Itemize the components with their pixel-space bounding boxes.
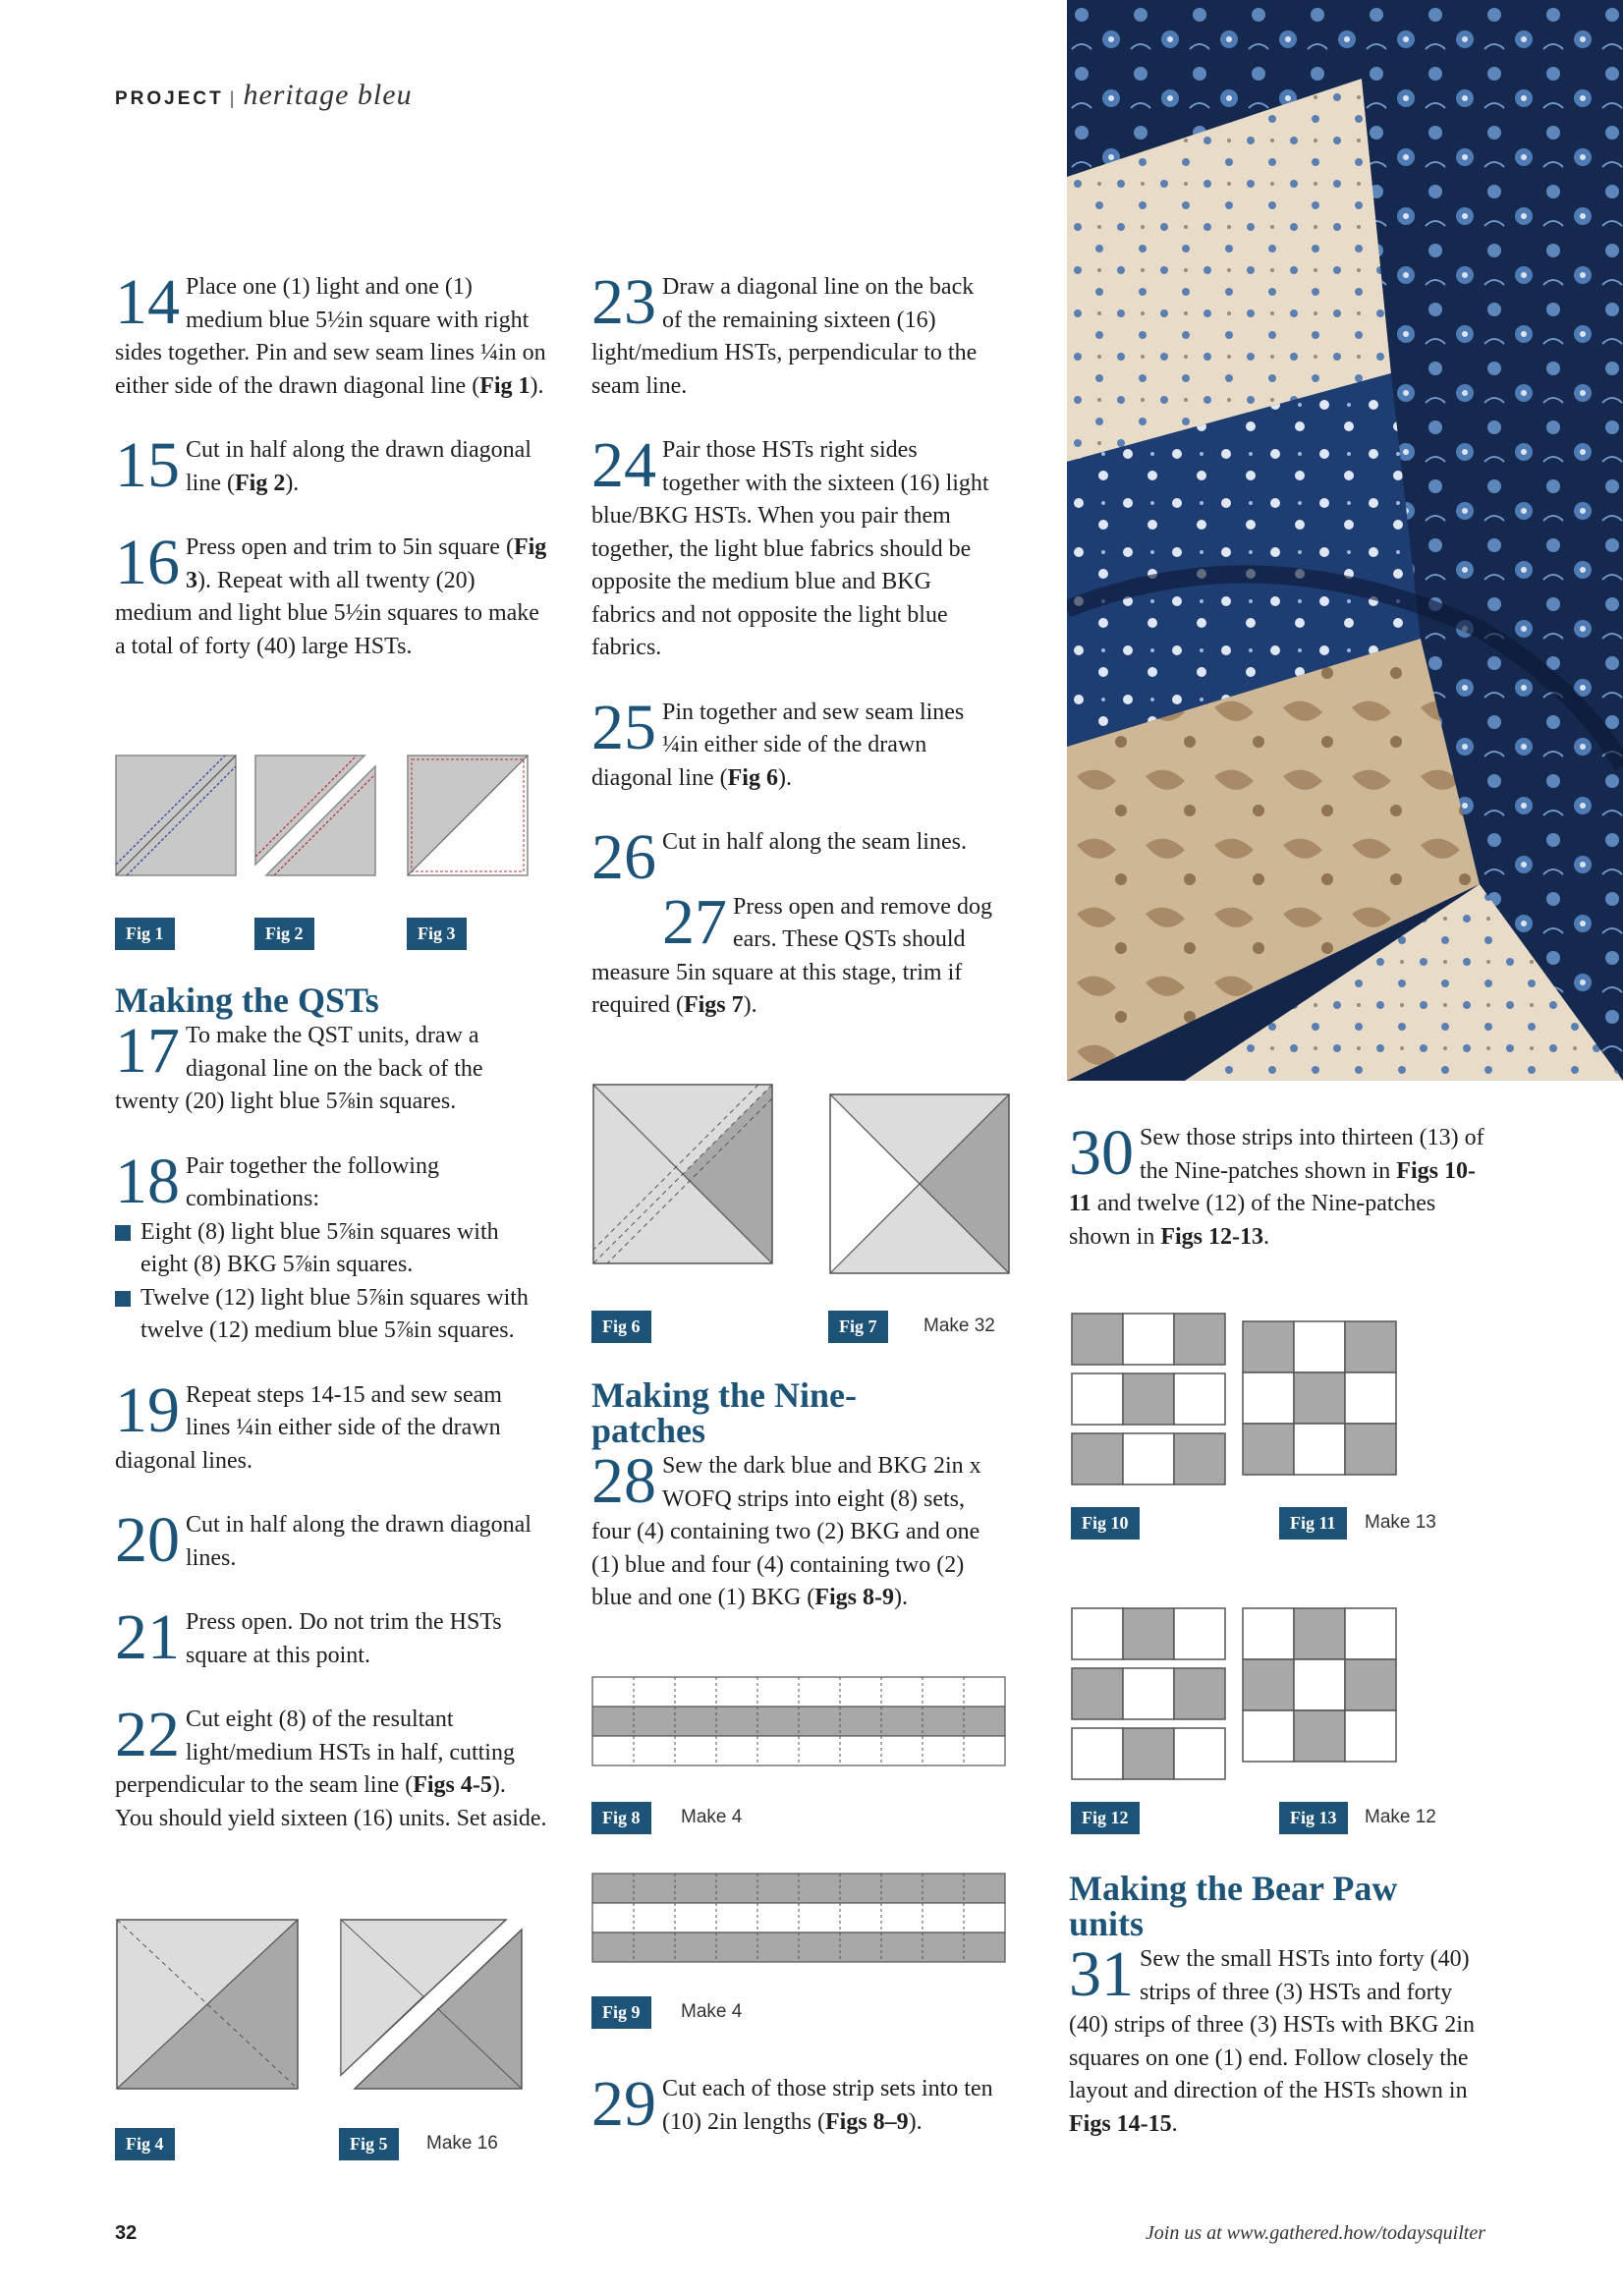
fig-ref: Figs 14-15 — [1069, 2110, 1172, 2137]
fig-ref: Figs 10-11 — [1069, 1157, 1476, 1216]
step-number: 22 — [115, 1699, 180, 1770]
make-12-count: Make 12 — [1365, 1807, 1436, 1827]
fig-12-label: Fig 12 — [1071, 1802, 1140, 1834]
column-3 — [1069, 1117, 1491, 1285]
step-text: Pin together and sew seam lines ¼in either side of the drawn diagonal line ( — [591, 699, 965, 791]
step-26 — [591, 821, 994, 893]
column-3-lower — [1069, 1871, 1491, 2172]
fig-3-diagram — [407, 755, 529, 876]
step-text: Sew those strips into thirteen (13) of the Nine-patches shown in — [1140, 1125, 1484, 1184]
step-text-end: ). — [530, 372, 544, 399]
step-20 — [115, 1504, 547, 1576]
column-1-lower — [115, 982, 547, 1867]
step-text-end: . — [1171, 2110, 1178, 2137]
step-22 — [115, 1699, 547, 1835]
fig-11-diagram — [1242, 1320, 1397, 1476]
bullet-item: Twelve (12) light blue 5⅞in squares with twelve (12) medium blue 5⅞in squares. — [115, 1282, 547, 1348]
step-text: Cut eight (8) of the resultant light/medium HSTs in half, cutting perpendicular to the seam line ( — [115, 1707, 515, 1798]
step-text-end: ). — [777, 764, 792, 791]
fig-ref: Figs 7 — [683, 992, 744, 1018]
step-text-end: ). — [743, 992, 757, 1018]
step-number: 20 — [115, 1504, 180, 1576]
fig-6-diagram — [591, 1083, 774, 1265]
fig-13-label: Fig 13 — [1279, 1802, 1348, 1834]
section-heading-qsts: Making the QSTs — [115, 980, 379, 1020]
fig-ref: Figs 12-13 — [1160, 1223, 1264, 1250]
step-text: Press open and trim to 5in square ( — [186, 534, 514, 560]
make-13-count: Make 13 — [1365, 1512, 1436, 1533]
fig-ref: Fig 2 — [234, 470, 286, 496]
fig-13-diagram — [1242, 1607, 1397, 1763]
step-text: Draw a diagonal line on the back of the remaining sixteen (16) light/medium HSTs, perpendicular to the seam line. — [591, 274, 978, 399]
fig-ref: Figs 8-9 — [814, 1585, 894, 1610]
fig-2-diagram — [254, 755, 376, 876]
step-23 — [591, 266, 994, 403]
step-31 — [1069, 1938, 1491, 2141]
step-text-end: . — [1263, 1223, 1270, 1250]
step-text: Repeat steps 14-15 and sew seam lines ¼in either side of the drawn diagonal lines. — [115, 1381, 502, 1474]
fig-12-diagram — [1071, 1607, 1226, 1780]
step-text: Press open and remove dog ears. These QSTs should measure 5in square at this stage, trim if required ( — [591, 893, 992, 1018]
fig-2-label: Fig 2 — [254, 918, 314, 950]
section-heading-bear-paw: Making the Bear Paw units — [1069, 1869, 1398, 1943]
step-17 — [115, 1015, 547, 1119]
page-number: 32 — [115, 2222, 138, 2244]
step-text: Cut in half along the drawn diagonal line ( — [186, 437, 532, 496]
fig-8-label: Fig 8 — [591, 1802, 651, 1834]
step-number: 30 — [1069, 1117, 1134, 1189]
fig-5-diagram — [339, 1918, 532, 2091]
step-text-end: ). — [285, 470, 300, 496]
fig-6-label: Fig 6 — [591, 1311, 651, 1343]
fig-4-diagram — [115, 1918, 300, 2091]
step-number: 26 — [591, 821, 656, 893]
section-label: PROJECT — [115, 88, 224, 109]
step-text: Cut each of those strip sets into ten (10) 2in lengths ( — [662, 2076, 993, 2135]
fig-10-label: Fig 10 — [1071, 1507, 1140, 1540]
step-14 — [115, 266, 547, 403]
step-15 — [115, 429, 547, 501]
step-21 — [115, 1601, 547, 1673]
column-2 — [591, 266, 994, 1054]
step-number: 23 — [591, 266, 656, 338]
step-number: 31 — [1069, 1938, 1134, 2010]
step-30 — [1069, 1117, 1491, 1254]
column-2-bottom — [591, 2068, 994, 2170]
fig-ref: Fig 3 — [186, 534, 547, 593]
fig-3-label: Fig 3 — [407, 918, 467, 950]
column-1 — [115, 266, 547, 695]
step-text: Place one (1) light and one (1) medium blue 5½in square with right sides together. Pin and sew seam lines ¼in on either side of the drawn diagonal line ( — [115, 274, 546, 399]
step-text: Sew the small HSTs into forty (40) strips of three (3) HSTs and forty (40) strips of three (3) HSTs with BKG 2in squares on one (1) end. Follow closely the layout and direction of the HSTs shown in — [1069, 1946, 1475, 2103]
step-number: 27 — [662, 885, 727, 958]
page-header — [115, 79, 413, 112]
step-19 — [115, 1373, 547, 1479]
fig-4-label: Fig 4 — [115, 2128, 175, 2160]
step-number: 15 — [115, 429, 180, 501]
step-text-end: ). — [908, 2108, 923, 2135]
fig-1-label: Fig 1 — [115, 918, 175, 950]
fig-9-label: Fig 9 — [591, 1996, 651, 2029]
step-text: Pair those HSTs right sides together with the sixteen (16) light blue/BKG HSTs. When you pair them together, the light blue fabrics should be opposite the medium blue and BKG fabrics and not opposite the light blue fabrics. — [591, 437, 989, 660]
step-number: 24 — [591, 429, 656, 501]
section-heading-nine-patches: Making the Nine-patches — [591, 1375, 857, 1450]
step-text: Press open. Do not trim the HSTs square at this point. — [186, 1609, 502, 1668]
step-number: 29 — [591, 2068, 656, 2140]
make-32-count: Make 32 — [923, 1316, 995, 1336]
step-number: 16 — [115, 527, 180, 598]
fig-ref: Fig 1 — [479, 372, 531, 399]
step-16 — [115, 527, 547, 663]
step-18 — [115, 1145, 547, 1348]
fig-7-diagram — [828, 1092, 1011, 1275]
step-number: 14 — [115, 266, 180, 338]
project-title: heritage bleu — [243, 79, 413, 111]
step-text: To make the QST units, draw a diagonal line on the back of the twenty (20) light blue 5⅞in squares. — [115, 1023, 483, 1114]
step-28 — [591, 1445, 994, 1615]
fig-5-label: Fig 5 — [339, 2128, 399, 2160]
fig-11-label: Fig 11 — [1279, 1507, 1347, 1540]
fig-9-diagram — [591, 1873, 1006, 1965]
step-number: 17 — [115, 1015, 180, 1087]
step-number: 25 — [591, 691, 656, 763]
step-text-end: ). You should yield sixteen (16) units. Set aside. — [115, 1772, 547, 1831]
step-text-end: ). — [893, 1585, 908, 1610]
step-27 — [591, 885, 994, 1023]
step-29 — [591, 2068, 994, 2140]
step-text: Sew the dark blue and BKG 2in x WOFQ strips into eight (8) sets, four (4) containing two (2) BKG and one (1) blue and four (4) containing two (2) blue and one (1) BKG ( — [591, 1453, 981, 1610]
step-text: Cut in half along the drawn diagonal lines. — [186, 1512, 532, 1571]
make-4-count-b: Make 4 — [681, 2001, 743, 2022]
step-number: 18 — [115, 1145, 180, 1217]
step-number: 21 — [115, 1601, 180, 1673]
step-text-mid: and twelve (12) of the Nine-patches shown in — [1069, 1191, 1436, 1250]
step-number: 28 — [591, 1445, 656, 1517]
fig-10-diagram — [1071, 1313, 1226, 1485]
step-25 — [591, 691, 994, 796]
step-24 — [591, 429, 994, 665]
fig-ref: Figs 8–9 — [824, 2108, 909, 2135]
step-text: Cut in half along the seam lines. — [662, 829, 967, 855]
fig-ref: Fig 6 — [727, 764, 778, 791]
make-4-count-a: Make 4 — [681, 1807, 743, 1827]
header-separator: | — [229, 88, 238, 108]
footer-link[interactable]: Join us at www.gathered.how/todaysquilter — [1145, 2222, 1485, 2244]
quilt-photo — [1067, 0, 1623, 1081]
fig-1-diagram — [115, 755, 237, 876]
fig-ref: Figs 4-5 — [413, 1772, 492, 1798]
step-number: 19 — [115, 1373, 180, 1446]
column-2-lower — [591, 1377, 994, 1647]
step-text-end: ). Repeat with all twenty (20) medium and light blue 5½in squares to make a total of forty (40) large HSTs. — [115, 567, 539, 659]
make-16-count: Make 16 — [426, 2133, 498, 2154]
fig-8-diagram — [591, 1676, 1006, 1768]
bullet-item: Eight (8) light blue 5⅞in squares with eight (8) BKG 5⅞in squares. — [115, 1216, 547, 1282]
step-text: Pair together the following combinations: — [186, 1152, 439, 1211]
fig-7-label: Fig 7 — [828, 1311, 888, 1343]
